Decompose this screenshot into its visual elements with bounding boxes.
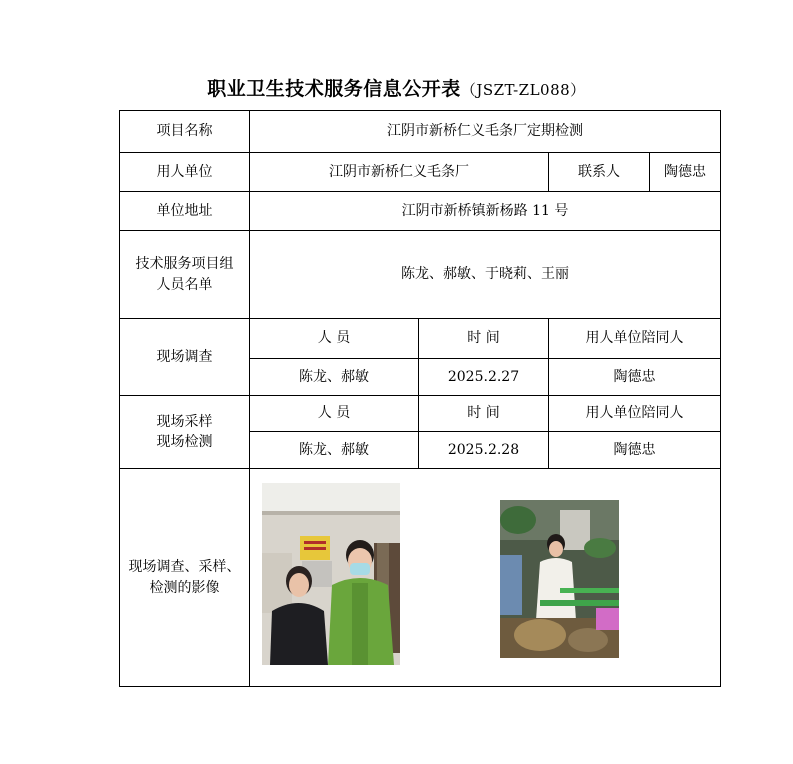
row-sampling-header: [120, 396, 721, 432]
address-label: 单位地址: [120, 192, 250, 231]
survey-col-person: 人 员: [250, 319, 419, 359]
row-survey-header: [120, 319, 721, 359]
row-employer: [120, 153, 721, 192]
sampling-person: 陈龙、郝敏: [250, 432, 419, 469]
row-address: [120, 192, 721, 231]
survey-label: 现场调查: [120, 319, 250, 396]
photos-label-line-1: 现场调查、采样、: [128, 559, 241, 576]
team-label-line-2: 人员名单: [156, 276, 213, 293]
sampling-col-time: 时 间: [419, 396, 549, 432]
contact-value: 陶德忠: [664, 163, 706, 180]
title-text: 职业卫生技术服务信息公开表: [207, 78, 461, 100]
sampling-time: 2025.2.28: [419, 432, 549, 469]
survey-escort: 陶德忠: [549, 359, 721, 396]
team-label: [120, 231, 250, 319]
contact-cell: [549, 153, 721, 192]
sampling-col-escort: 用人单位陪同人: [549, 396, 721, 432]
info-table: [119, 110, 721, 687]
team-value: 陈龙、郝敏、于晓莉、王丽: [250, 231, 721, 319]
survey-person: 陈龙、郝敏: [250, 359, 419, 396]
sampling-label-line-1: 现场采样: [156, 413, 213, 430]
page-title: [0, 74, 793, 101]
sampling-col-person: 人 员: [250, 396, 419, 432]
employer-value: 江阴市新桥仁义毛条厂: [250, 153, 549, 192]
sampling-label-line-2: 现场检测: [156, 434, 213, 450]
photos-label: [120, 469, 250, 687]
employer-label: 用人单位: [120, 153, 250, 192]
row-team: [120, 231, 721, 319]
address-value: 江阴市新桥镇新杨路 11 号: [250, 192, 721, 231]
survey-col-time: 时 间: [419, 319, 549, 359]
sampling-escort: 陶德忠: [549, 432, 721, 469]
sampling-label: [120, 396, 250, 469]
form-code: （JSZT-ZL088）: [460, 81, 586, 99]
survey-time: 2025.2.27: [419, 359, 549, 396]
project-name-value: 江阴市新桥仁义毛条厂定期检测: [250, 111, 721, 153]
contact-label: 联系人: [549, 153, 650, 191]
row-project-name: [120, 111, 721, 153]
survey-col-escort: 用人单位陪同人: [549, 319, 721, 359]
photos-label-line-2: 检测的影像: [149, 579, 220, 596]
row-photos: [120, 469, 721, 687]
sampling-photo: [500, 500, 619, 658]
survey-photo: [262, 483, 400, 665]
project-name-label: 项目名称: [120, 111, 250, 153]
team-label-line-1: 技术服务项目组: [135, 256, 234, 273]
